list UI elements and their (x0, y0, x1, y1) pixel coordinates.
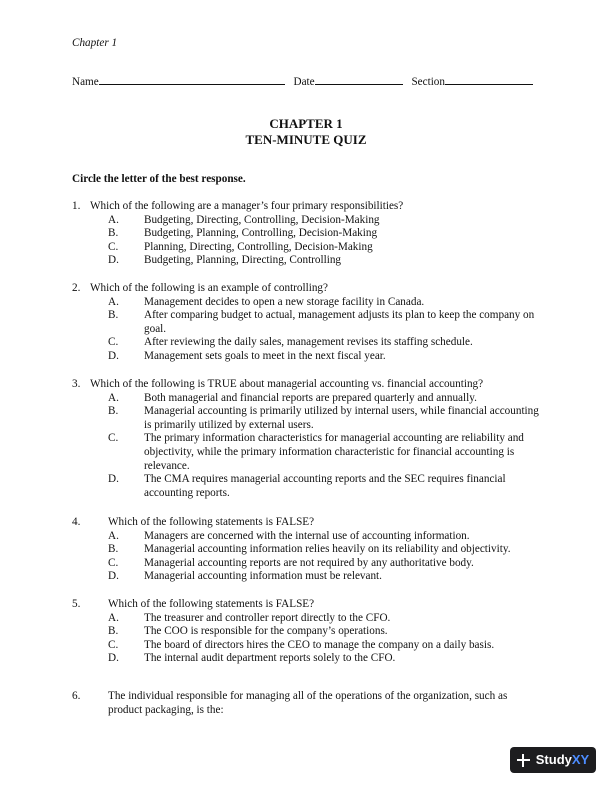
question-4 (72, 516, 542, 584)
title-line-1: CHAPTER 1 (269, 116, 343, 131)
section-label: Section (411, 76, 445, 88)
choice-2c[interactable] (72, 336, 542, 350)
choice-letter: B. (108, 405, 119, 418)
choice-letter: B. (108, 227, 119, 240)
question-stem (72, 598, 542, 612)
question-stem (72, 200, 542, 214)
choice-letter: C. (108, 336, 119, 349)
choice-text: The board of directors hires the CEO to manage the company on a daily basis. (144, 638, 495, 651)
question-number: 2. (72, 282, 81, 294)
choice-text: Managerial accounting is primarily utilized by internal users, while financial accounting is primarily utilized by external users. (144, 405, 539, 431)
date-blank[interactable] (315, 73, 403, 85)
question-3 (72, 378, 542, 500)
question-6 (72, 690, 542, 717)
question-stem (72, 516, 542, 530)
name-blank[interactable] (99, 73, 285, 85)
running-head: Chapter 1 (72, 37, 118, 49)
question-stem (72, 282, 542, 296)
brand-main: Study (535, 752, 572, 768)
name-label: Name (72, 76, 99, 88)
choice-2a[interactable] (72, 296, 542, 310)
choice-1b[interactable] (72, 227, 542, 241)
choice-5c[interactable] (72, 639, 542, 653)
question-number: 4. (72, 516, 81, 528)
choice-letter: D. (108, 652, 119, 665)
choice-letter: C. (108, 240, 119, 253)
choice-3b[interactable] (72, 405, 542, 432)
question-5 (72, 598, 542, 666)
choice-2b[interactable] (72, 309, 542, 336)
choice-letter: C. (108, 638, 119, 651)
choice-text: Budgeting, Planning, Directing, Controlling (144, 254, 342, 267)
choice-text: The treasurer and controller report directly to the CFO. (144, 611, 391, 624)
question-number: 1. (72, 200, 81, 212)
choice-letter: A. (108, 391, 119, 404)
choice-4c[interactable] (72, 557, 542, 571)
choice-5a[interactable] (72, 612, 542, 626)
question-text: Which of the following statements is FALSE? (108, 516, 315, 528)
choice-letter: C. (108, 432, 119, 445)
choice-1c[interactable] (72, 241, 542, 255)
choice-letter: B. (108, 543, 119, 556)
choice-letter: B. (108, 625, 119, 638)
choice-text: Budgeting, Directing, Controlling, Decision-Making (144, 213, 380, 226)
question-number: 5. (72, 598, 81, 610)
question-text: Which of the following is an example of controlling? (90, 282, 328, 294)
studyxy-badge[interactable] (510, 747, 596, 773)
question-text: Which of the following is TRUE about managerial accounting vs. financial accounting? (90, 378, 484, 390)
instruction: Circle the letter of the best response. (72, 173, 246, 185)
question-number: 3. (72, 378, 81, 390)
choice-letter: D. (108, 570, 119, 583)
choice-text: After comparing budget to actual, management adjusts its plan to keep the company on goal. (144, 309, 535, 335)
choice-2d[interactable] (72, 350, 542, 364)
choice-5b[interactable] (72, 625, 542, 639)
question-text: Which of the following are a manager’s four primary responsibilities? (90, 200, 404, 212)
choice-3a[interactable] (72, 392, 542, 406)
choice-text: The CMA requires managerial accounting reports and the SEC requires financial accounting reports. (144, 473, 506, 499)
choice-text: Managerial accounting reports are not required by any authoritative body. (144, 556, 474, 569)
choice-text: Both managerial and financial reports are prepared quarterly and annually. (144, 391, 477, 404)
choice-text: Planning, Directing, Controlling, Decision-Making (144, 240, 373, 253)
choice-5d[interactable] (72, 652, 542, 666)
choice-letter: D. (108, 254, 119, 267)
brand-accent: XY (571, 752, 590, 768)
question-stem (72, 690, 542, 717)
choice-1a[interactable] (72, 214, 542, 228)
student-info-line (72, 73, 542, 90)
choice-text: Managerial accounting information must be relevant. (144, 570, 382, 583)
choice-3d[interactable] (72, 473, 542, 500)
date-label: Date (293, 76, 315, 88)
choice-4b[interactable] (72, 543, 542, 557)
page-title (0, 116, 612, 147)
choice-letter: A. (108, 295, 119, 308)
choice-text: Management decides to open a new storage facility in Canada. (144, 295, 425, 308)
choice-letter: B. (108, 309, 119, 322)
choice-letter: C. (108, 556, 119, 569)
plus-icon (517, 754, 530, 767)
choice-letter: D. (108, 473, 119, 486)
question-text: The individual responsible for managing all of the operations of the organization, such as product packaging, is the: (108, 690, 508, 716)
choice-letter: D. (108, 349, 119, 362)
choice-4d[interactable] (72, 570, 542, 584)
choice-letter: A. (108, 213, 119, 226)
choice-letter: A. (108, 611, 119, 624)
choice-text: After reviewing the daily sales, management revises its staffing schedule. (144, 336, 473, 349)
section-blank[interactable] (445, 73, 533, 85)
choice-text: The primary information characteristics for managerial accounting are reliability and objectivity, while the primary information characteristic for financial accounting is relevance. (144, 432, 524, 472)
choice-text: The internal audit department reports solely to the CFO. (144, 652, 396, 665)
choice-text: Managers are concerned with the internal use of accounting information. (144, 529, 470, 542)
question-number: 6. (72, 690, 81, 702)
choice-text: Managerial accounting information relies heavily on its reliability and objectivity. (144, 543, 511, 556)
choice-text: The COO is responsible for the company’s operations. (144, 625, 388, 638)
title-line-2: TEN-MINUTE QUIZ (245, 131, 367, 147)
question-text: Which of the following statements is FALSE? (108, 598, 315, 610)
question-1 (72, 200, 542, 268)
question-stem (72, 378, 542, 392)
choice-4a[interactable] (72, 530, 542, 544)
choice-1d[interactable] (72, 254, 542, 268)
choice-text: Management sets goals to meet in the next fiscal year. (144, 349, 386, 362)
choice-text: Budgeting, Planning, Controlling, Decision-Making (144, 227, 378, 240)
choice-letter: A. (108, 529, 119, 542)
choice-3c[interactable] (72, 432, 542, 473)
question-2 (72, 282, 542, 364)
